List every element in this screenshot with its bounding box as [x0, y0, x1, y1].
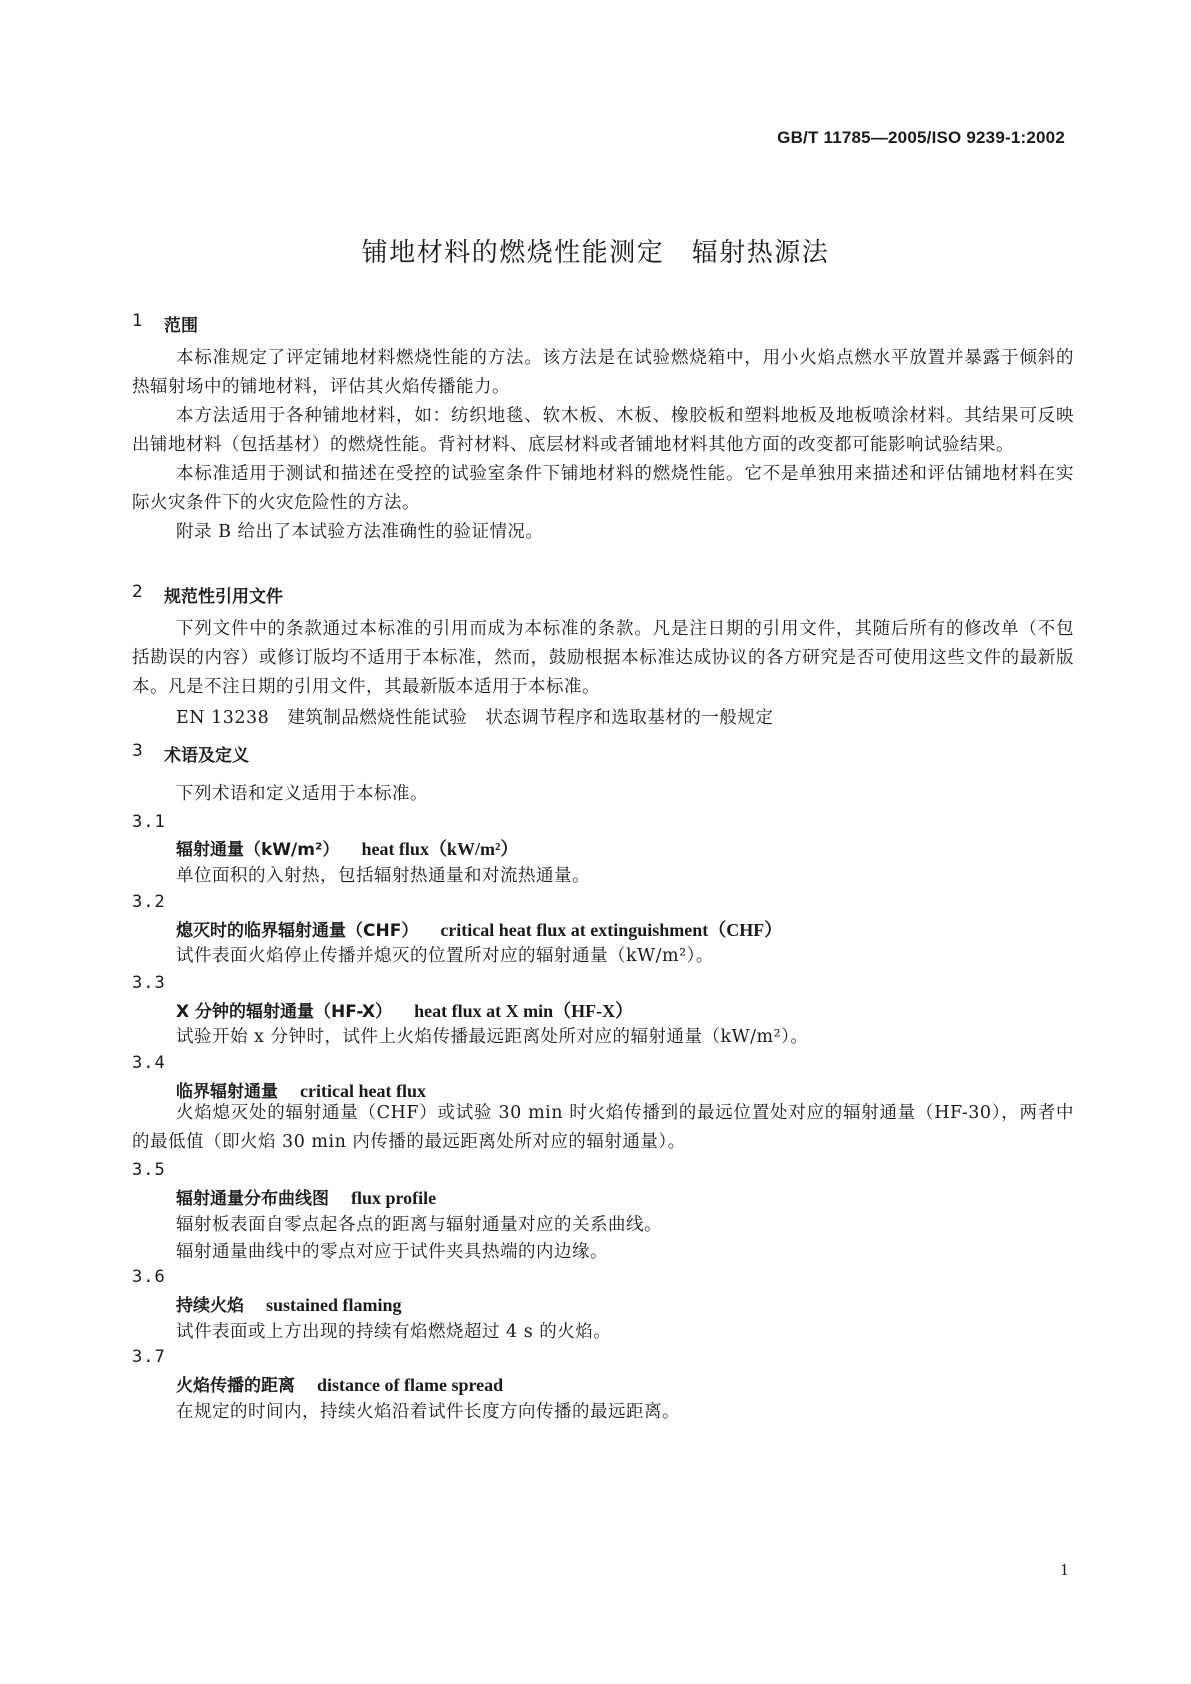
section-2-number: 2 — [132, 582, 143, 602]
term-title-en: critical heat flux — [300, 1081, 426, 1101]
term-title-en: sustained flaming — [266, 1295, 402, 1315]
term-definition: 试件表面或上方出现的持续有焰燃烧超过 4 s 的火焰。 — [176, 1322, 612, 1342]
page-number: 1 — [1060, 1560, 1069, 1579]
term-title-en: heat flux（kW/m²） — [361, 839, 519, 859]
term-number: 3.5 — [132, 1160, 166, 1180]
term-title — [176, 997, 633, 1023]
term-number: 3.3 — [132, 973, 166, 993]
term-number: 3.2 — [132, 892, 166, 912]
standard-code: GB/T 11785—2005/ISO 9239-1:2002 — [777, 128, 1065, 147]
term-number: 3.4 — [132, 1053, 166, 1073]
term-definition-block — [132, 1099, 1074, 1157]
section-1-paragraph: 附录 B 给出了本试验方法准确性的验证情况。 — [176, 522, 544, 542]
section-3-intro: 下列术语和定义适用于本标准。 — [176, 784, 428, 804]
section-2-title: 规范性引用文件 — [164, 587, 283, 607]
section-1-body — [132, 344, 1074, 547]
normative-reference: EN 13238 建筑制品燃烧性能试验 状态调节程序和选取基材的一般规定 — [176, 708, 774, 728]
term-definition: 辐射板表面自零点起各点的距离与辐射通量对应的关系曲线。 — [176, 1215, 662, 1235]
term-title — [176, 1184, 436, 1209]
term-title — [176, 835, 518, 861]
term-number: 3.7 — [132, 1347, 166, 1367]
term-number: 3.6 — [132, 1267, 166, 1287]
term-title — [176, 1291, 402, 1316]
term-definition: 单位面积的入射热，包括辐射热通量和对流热通量。 — [176, 866, 590, 886]
section-1-paragraph: 本标准适用于测试和描述在受控的试验室条件下铺地材料的燃烧性能。它不是单独用来描述和评估铺地材料在实际火灾条件下的火灾危险性的方法。 — [132, 464, 1074, 513]
term-title-cn: 熄灭时的临界辐射通量（CHF） — [176, 921, 419, 941]
term-title-cn: X 分钟的辐射通量（HF-X） — [176, 1002, 393, 1022]
term-title-en: distance of flame spread — [317, 1375, 504, 1395]
document-title: 铺地材料的燃烧性能测定 辐射热源法 — [361, 238, 830, 268]
term-number: 3.1 — [132, 812, 166, 832]
term-title-cn: 持续火焰 — [176, 1296, 244, 1316]
section-1-paragraph: 本标准规定了评定铺地材料燃烧性能的方法。该方法是在试验燃烧箱中，用小火焰点燃水平放置并暴露于倾斜的热辐射场中的铺地材料，评估其火焰传播能力。 — [132, 348, 1074, 397]
term-title-cn: 临界辐射通量 — [176, 1082, 278, 1102]
section-1-title: 范围 — [164, 316, 198, 336]
section-3-title: 术语及定义 — [164, 746, 249, 766]
term-title-en: critical heat flux at extinguishment（CHF） — [440, 920, 783, 940]
term-definition: 火焰熄灭处的辐射通量（CHF）或试验 30 min 时火焰传播到的最远位置处对应的辐射通量（HF-30），两者中的最低值（即火焰 30 min 内传播的最远距离处所对应的辐射通量）。 — [132, 1103, 1074, 1152]
term-definition: 在规定的时间内，持续火焰沿着试件长度方向传播的最远距离。 — [176, 1402, 680, 1422]
section-2-body — [132, 615, 1074, 702]
term-title — [176, 1371, 503, 1396]
section-1-paragraph: 本方法适用于各种铺地材料，如：纺织地毯、软木板、木板、橡胶板和塑料地板及地板喷涂材料。其结果可反映出铺地材料（包括基材）的燃烧性能。背衬材料、底层材料或者铺地材料其他方面的改变都可能影响试验结果。 — [132, 406, 1074, 455]
section-3-number: 3 — [132, 741, 143, 761]
term-definition: 辐射通量曲线中的零点对应于试件夹具热端的内边缘。 — [176, 1242, 608, 1262]
section-1-number: 1 — [132, 311, 143, 331]
term-definition: 试验开始 x 分钟时，试件上火焰传播最远距离处所对应的辐射通量（kW/m²）。 — [176, 1027, 809, 1047]
term-title-cn: 辐射通量（kW/m²） — [176, 840, 340, 860]
term-title-cn: 辐射通量分布曲线图 — [176, 1189, 329, 1209]
term-title-cn: 火焰传播的距离 — [176, 1376, 295, 1396]
term-definition: 试件表面火焰停止传播并熄灭的位置所对应的辐射通量（kW/m²）。 — [176, 946, 714, 966]
term-title-en: heat flux at X min（HF-X） — [414, 1001, 634, 1021]
term-title-en: flux profile — [351, 1188, 437, 1208]
section-2-paragraph: 下列文件中的条款通过本标准的引用而成为本标准的条款。凡是注日期的引用文件，其随后所有的修改单（不包括勘误的内容）或修订版均不适用于本标准，然而，鼓励根据本标准达成协议的各方研究是否可使用这些文件的最新版本。凡是不注日期的引用文件，其最新版本适用于本标准。 — [132, 619, 1074, 697]
term-title — [176, 916, 782, 942]
